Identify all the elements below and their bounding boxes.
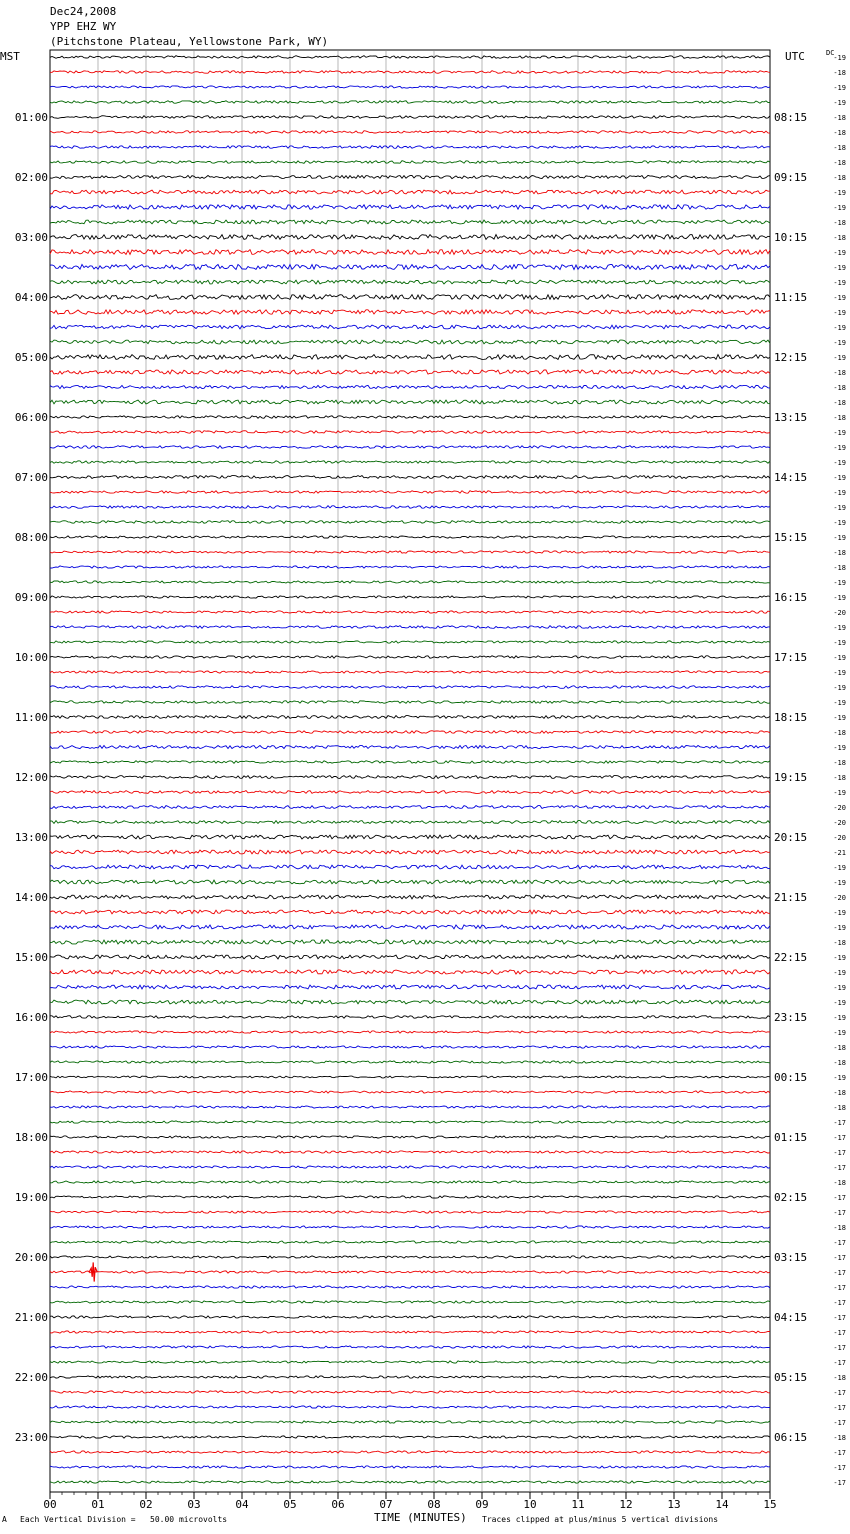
seismic-trace	[50, 1226, 770, 1228]
utc-hour-label: 12:15	[774, 351, 808, 364]
dc-value: -19	[833, 99, 846, 107]
seismic-trace	[50, 1316, 770, 1318]
seismic-trace	[50, 1331, 770, 1333]
utc-hour-label: 09:15	[774, 171, 808, 184]
dc-value: -19	[833, 1014, 846, 1022]
mst-hour-label: 03:00	[14, 231, 48, 244]
dc-value: -17	[833, 1419, 846, 1427]
utc-hour-label: 08:15	[774, 111, 808, 124]
dc-value: -17	[833, 1389, 846, 1397]
mst-hour-label: 13:00	[14, 831, 48, 844]
seismic-trace	[50, 1346, 770, 1348]
seismic-trace	[50, 970, 770, 974]
dc-value: -20	[833, 609, 846, 617]
seismic-trace	[50, 701, 770, 704]
dc-value: -19	[833, 594, 846, 602]
seismic-trace	[50, 370, 770, 374]
dc-value: -20	[833, 819, 846, 827]
seismic-trace	[50, 776, 770, 779]
x-tick-label: 02	[139, 1498, 153, 1511]
dc-value: -18	[833, 159, 846, 167]
dc-value: -17	[833, 1134, 846, 1142]
dc-value: -19	[833, 1029, 846, 1037]
utc-hour-label: 23:15	[774, 1011, 808, 1024]
seismic-trace	[50, 461, 770, 464]
seismic-trace	[50, 1376, 770, 1378]
dc-value: -20	[833, 834, 846, 842]
seismic-trace	[50, 431, 770, 434]
dc-value: -19	[833, 969, 846, 977]
dc-value: -17	[833, 1404, 846, 1412]
seismic-trace	[50, 1016, 770, 1019]
seismic-trace	[50, 865, 770, 869]
seismic-trace	[50, 1256, 770, 1258]
seismic-trace	[50, 161, 770, 164]
dc-value: -19	[833, 714, 846, 722]
seismic-trace	[50, 1196, 770, 1198]
mst-hour-label: 18:00	[14, 1131, 48, 1144]
seismic-trace	[50, 925, 770, 929]
seismic-trace	[50, 806, 770, 809]
dc-value: -19	[833, 909, 846, 917]
dc-value: -19	[833, 999, 846, 1007]
seismic-trace	[50, 400, 770, 404]
seismic-trace	[50, 101, 770, 104]
dc-value: -18	[833, 759, 846, 767]
x-tick-label: 01	[91, 1498, 105, 1511]
dc-value: -19	[833, 474, 846, 482]
seismic-trace	[50, 175, 770, 178]
utc-hour-label: 05:15	[774, 1371, 808, 1384]
seismic-trace	[50, 340, 770, 344]
seismic-trace	[50, 910, 770, 914]
utc-hour-label: 04:15	[774, 1311, 808, 1324]
seismic-trace	[50, 1181, 770, 1183]
seismic-trace	[50, 1151, 770, 1153]
dc-value: -19	[833, 789, 846, 797]
dc-value: -19	[833, 639, 846, 647]
dc-value: -17	[833, 1314, 846, 1322]
dc-value: -18	[833, 1374, 846, 1382]
utc-hour-label: 15:15	[774, 531, 808, 544]
utc-hour-label: 10:15	[774, 231, 808, 244]
dc-value: -17	[833, 1329, 846, 1337]
seismic-trace	[50, 566, 770, 568]
mst-hour-label: 16:00	[14, 1011, 48, 1024]
dc-value: -19	[833, 279, 846, 287]
dc-value: -19	[833, 339, 846, 347]
dc-value: -19	[833, 429, 846, 437]
seismic-trace	[50, 626, 770, 629]
dc-value: -18	[833, 219, 846, 227]
mst-hour-label: 23:00	[14, 1431, 48, 1444]
seismic-trace	[50, 1241, 770, 1243]
seismic-trace	[50, 116, 770, 119]
mst-hour-label: 02:00	[14, 171, 48, 184]
dc-value: -19	[833, 984, 846, 992]
seismic-trace	[50, 1076, 770, 1078]
x-tick-label: 00	[43, 1498, 57, 1511]
seismic-trace	[50, 791, 770, 794]
mst-hour-label: 21:00	[14, 1311, 48, 1324]
x-tick-label: 08	[427, 1498, 441, 1511]
x-tick-label: 14	[715, 1498, 729, 1511]
seismic-trace	[50, 1136, 770, 1138]
seismic-trace	[50, 506, 770, 509]
dc-value: -19	[833, 444, 846, 452]
right-timezone-label: UTC	[785, 50, 805, 63]
dc-value: -19	[833, 654, 846, 662]
utc-hour-label: 16:15	[774, 591, 808, 604]
seismic-trace	[50, 1436, 770, 1438]
plot-frame	[50, 50, 770, 1492]
seismic-trace	[50, 1166, 770, 1168]
dc-value: -20	[833, 804, 846, 812]
mst-hour-label: 19:00	[14, 1191, 48, 1204]
dc-value: -19	[833, 684, 846, 692]
seismic-trace	[50, 56, 770, 59]
mst-hour-label: 04:00	[14, 291, 48, 304]
mst-hour-label: 05:00	[14, 351, 48, 364]
dc-value: -19	[833, 84, 846, 92]
dc-value: -18	[833, 564, 846, 572]
dc-value: -17	[833, 1344, 846, 1352]
x-tick-label: 13	[667, 1498, 681, 1511]
seismic-trace	[50, 850, 770, 854]
seismic-trace	[50, 1301, 770, 1303]
dc-value: -19	[833, 54, 846, 62]
dc-value: -19	[833, 534, 846, 542]
seismic-trace	[50, 1451, 770, 1453]
dc-value: -17	[833, 1464, 846, 1472]
seismic-trace	[50, 250, 770, 255]
dc-value: -18	[833, 729, 846, 737]
dc-value: -19	[833, 579, 846, 587]
seismic-trace	[50, 310, 770, 314]
dc-value: -19	[833, 519, 846, 527]
seismic-trace	[50, 686, 770, 689]
dc-value: -19	[833, 924, 846, 932]
utc-hour-label: 01:15	[774, 1131, 808, 1144]
seismic-trace	[50, 1091, 770, 1093]
clip-note: Traces clipped at plus/minus 5 vertical divisions	[482, 1515, 719, 1524]
seismic-trace	[50, 1406, 770, 1408]
seismic-trace	[50, 1271, 770, 1273]
seismic-trace	[50, 280, 770, 284]
seismic-trace	[50, 1031, 770, 1033]
utc-hour-label: 13:15	[774, 411, 808, 424]
dc-value: -18	[833, 1044, 846, 1052]
seismic-trace	[50, 385, 770, 388]
dc-value: -20	[833, 894, 846, 902]
dc-value: -19	[833, 324, 846, 332]
seismic-trace	[50, 731, 770, 734]
mst-hour-label: 06:00	[14, 411, 48, 424]
seismic-trace	[50, 895, 770, 899]
seismic-trace	[50, 581, 770, 583]
dc-value: -19	[833, 489, 846, 497]
dc-value: -19	[833, 294, 846, 302]
seismic-trace	[50, 1106, 770, 1108]
mst-hour-label: 14:00	[14, 891, 48, 904]
dc-value: -17	[833, 1284, 846, 1292]
seismic-trace	[50, 491, 770, 494]
utc-hour-label: 18:15	[774, 711, 808, 724]
dc-value: -18	[833, 114, 846, 122]
x-tick-label: 12	[619, 1498, 633, 1511]
seismic-trace	[50, 656, 770, 659]
dc-value: -18	[833, 384, 846, 392]
dc-value: -18	[833, 234, 846, 242]
dc-value: -17	[833, 1359, 846, 1367]
x-tick-label: 11	[571, 1498, 585, 1511]
x-axis-title: TIME (MINUTES)	[374, 1511, 467, 1524]
utc-hour-label: 19:15	[774, 771, 808, 784]
seismic-trace	[50, 295, 770, 300]
dc-value: -19	[833, 189, 846, 197]
dc-value: -17	[833, 1209, 846, 1217]
dc-value: -19	[833, 504, 846, 512]
utc-hour-label: 22:15	[774, 951, 808, 964]
seismic-trace	[50, 205, 770, 209]
dc-value: -17	[833, 1239, 846, 1247]
dc-value: -17	[833, 1119, 846, 1127]
dc-value: -18	[833, 549, 846, 557]
utc-hour-label: 02:15	[774, 1191, 808, 1204]
dc-value: -19	[833, 669, 846, 677]
seismic-trace	[50, 940, 770, 944]
dc-value: -18	[833, 144, 846, 152]
dc-value: -19	[833, 624, 846, 632]
dc-value: -18	[833, 129, 846, 137]
seismic-trace	[50, 716, 770, 719]
dc-value: -18	[833, 1104, 846, 1112]
division-note: Each Vertical Division = 50.00 microvolts	[20, 1515, 228, 1524]
dc-value: -18	[833, 369, 846, 377]
mst-hour-label: 11:00	[14, 711, 48, 724]
seismic-trace	[50, 86, 770, 88]
dc-value: -18	[833, 774, 846, 782]
x-tick-label: 07	[379, 1498, 393, 1511]
dc-value: -18	[833, 939, 846, 947]
seismic-trace	[50, 1361, 770, 1363]
utc-hour-label: 20:15	[774, 831, 808, 844]
dc-value: -19	[833, 204, 846, 212]
seismic-trace	[50, 416, 770, 419]
seismic-trace	[50, 1391, 770, 1393]
chart-station: YPP EHZ WY	[50, 20, 117, 33]
seismic-trace	[50, 1046, 770, 1048]
seismic-trace	[50, 611, 770, 613]
seismic-trace	[50, 521, 770, 524]
seismic-trace	[50, 641, 770, 643]
utc-hour-label: 21:15	[774, 891, 808, 904]
utc-hour-label: 03:15	[774, 1251, 808, 1264]
dc-value: -17	[833, 1449, 846, 1457]
dc-label: DC	[826, 49, 835, 57]
left-timezone-label: MST	[0, 50, 20, 63]
seismic-trace	[50, 355, 770, 360]
seismic-trace	[50, 880, 770, 884]
x-tick-label: 06	[331, 1498, 345, 1511]
x-tick-label: 10	[523, 1498, 537, 1511]
seismic-trace	[50, 745, 770, 748]
dc-value: -18	[833, 69, 846, 77]
seismic-trace	[50, 1286, 770, 1288]
mst-hour-label: 17:00	[14, 1071, 48, 1084]
dc-value: -17	[833, 1299, 846, 1307]
utc-hour-label: 00:15	[774, 1071, 808, 1084]
seismic-trace	[50, 476, 770, 479]
mst-hour-label: 10:00	[14, 651, 48, 664]
dc-value: -19	[833, 864, 846, 872]
dc-value: -18	[833, 1059, 846, 1067]
chart-location: (Pitchstone Plateau, Yellowstone Park, WY)	[50, 35, 329, 48]
seismic-trace	[50, 671, 770, 673]
seismic-trace	[50, 235, 770, 240]
seismic-trace	[50, 146, 770, 149]
dc-value: -19	[833, 1074, 846, 1082]
seismic-trace	[50, 190, 770, 194]
seismic-trace	[50, 1121, 770, 1123]
seismic-trace	[50, 1061, 770, 1063]
seismic-trace	[50, 985, 770, 989]
seismic-trace	[50, 220, 770, 224]
seismic-trace	[50, 1481, 770, 1483]
seismic-trace	[50, 1421, 770, 1423]
x-tick-label: 04	[235, 1498, 249, 1511]
seismic-trace	[50, 551, 770, 553]
seismic-trace	[50, 761, 770, 764]
dc-value: -18	[833, 174, 846, 182]
mst-hour-label: 12:00	[14, 771, 48, 784]
dc-value: -17	[833, 1254, 846, 1262]
utc-hour-label: 11:15	[774, 291, 808, 304]
mst-hour-label: 09:00	[14, 591, 48, 604]
dc-value: -18	[833, 399, 846, 407]
seismic-trace	[50, 955, 770, 959]
dc-value: -18	[833, 1224, 846, 1232]
dc-value: -19	[833, 744, 846, 752]
seismic-trace	[50, 264, 770, 269]
seismic-trace	[50, 1211, 770, 1213]
dc-value: -17	[833, 1269, 846, 1277]
seismic-trace	[50, 71, 770, 74]
dc-value: -18	[833, 414, 846, 422]
chart-date: Dec24,2008	[50, 5, 117, 18]
dc-value: -21	[833, 849, 846, 857]
seismic-trace	[50, 446, 770, 449]
mst-hour-label: 22:00	[14, 1371, 48, 1384]
dc-value: -17	[833, 1164, 846, 1172]
seismic-trace	[50, 596, 770, 598]
mst-hour-label: 15:00	[14, 951, 48, 964]
x-tick-label: 09	[475, 1498, 489, 1511]
dc-value: -19	[833, 249, 846, 257]
dc-value: -17	[833, 1194, 846, 1202]
dc-value: -19	[833, 459, 846, 467]
mst-hour-label: 08:00	[14, 531, 48, 544]
x-tick-label: 05	[283, 1498, 297, 1511]
mst-hour-label: 01:00	[14, 111, 48, 124]
dc-value: -18	[833, 1434, 846, 1442]
dc-value: -19	[833, 954, 846, 962]
seismic-trace	[50, 1466, 770, 1468]
dc-value: -19	[833, 699, 846, 707]
mst-hour-label: 20:00	[14, 1251, 48, 1264]
x-tick-label: 03	[187, 1498, 201, 1511]
seismic-trace	[50, 821, 770, 824]
utc-hour-label: 06:15	[774, 1431, 808, 1444]
seismic-trace	[50, 536, 770, 538]
x-tick-label: 15	[763, 1498, 777, 1511]
dc-value: -18	[833, 1179, 846, 1187]
footer-marker: A	[2, 1515, 7, 1524]
dc-value: -19	[833, 879, 846, 887]
mst-hour-label: 07:00	[14, 471, 48, 484]
utc-hour-label: 17:15	[774, 651, 808, 664]
seismic-trace	[50, 835, 770, 839]
dc-value: -19	[833, 264, 846, 272]
dc-value: -17	[833, 1479, 846, 1487]
utc-hour-label: 14:15	[774, 471, 808, 484]
seismic-trace	[50, 1000, 770, 1004]
dc-value: -17	[833, 1149, 846, 1157]
dc-value: -19	[833, 309, 846, 317]
dc-value: -18	[833, 1089, 846, 1097]
seismic-trace	[50, 325, 770, 329]
dc-value: -19	[833, 354, 846, 362]
seismic-trace	[50, 131, 770, 134]
